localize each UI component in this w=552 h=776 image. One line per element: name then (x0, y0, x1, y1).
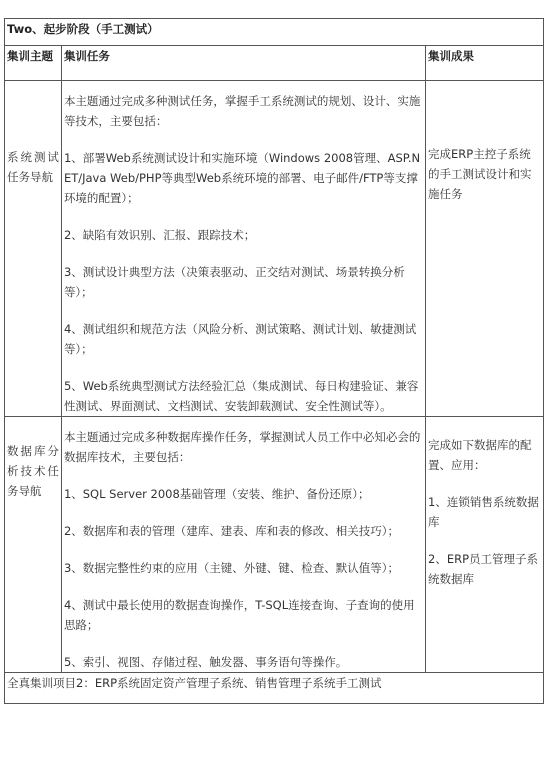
outcome-item: 完成ERP主控子系统的手工测试设计和实施任务 (428, 147, 532, 201)
task-item: 2、缺陷有效识别、汇报、跟踪技术； (63, 228, 256, 242)
task-intro: 本主题通过完成多种数据库操作任务，掌握测试人员工作中必知必会的数据库技术，主要包括： (63, 430, 421, 464)
row-tasks-database (61, 417, 425, 673)
task-item: 3、测试设计典型方法（决策表驱动、正交结对测试、场景转换分析等）； (63, 265, 405, 299)
footer-row (5, 673, 544, 704)
outcome-item: 1、连锁销售系统数据库 (428, 495, 539, 529)
header-topic: 集训主题 (5, 46, 62, 81)
task-item: 1、部署Web系统测试设计和实施环境（Windows 2008管理、ASP.NET/Java Web/PHP等典型Web系统环境的部署、电子邮件/FTP等支撑环境的配置）； (63, 151, 421, 205)
task-item: 4、测试中最长使用的数据查询操作，T-SQL连接查询、子查询的使用思路； (63, 598, 415, 632)
header-task: 集训任务 (61, 46, 425, 81)
task-item: 1、SQL Server 2008基础管理（安装、维护、备份还原）； (63, 487, 370, 501)
section-title: Two、起步阶段（手工测试） (5, 19, 544, 46)
header-row (5, 46, 544, 81)
table-row (5, 81, 544, 417)
task-item: 5、Web系统典型测试方法经验汇总（集成测试、每日构建验证、兼容性测试、界面测试、文档测试、安装卸载测试、安全性测试等）。 (63, 379, 419, 413)
outcome-item: 完成如下数据库的配置、应用： (428, 438, 532, 472)
section-title-row (5, 19, 544, 46)
header-outcome: 集训成果 (426, 46, 544, 81)
task-item: 5、索引、视图、存储过程、触发器、事务语句等操作。 (63, 655, 348, 669)
project-footer: 全真集训项目2：ERP系统固定资产管理子系统、销售管理子系统手工测试 (5, 673, 544, 704)
task-intro: 本主题通过完成多种测试任务，掌握手工系统测试的规划、设计、实施等技术，主要包括： (63, 94, 421, 128)
row-outcome-database (426, 417, 544, 673)
task-item: 2、数据库和表的管理（建库、建表、库和表的修改、相关技巧）； (63, 524, 400, 538)
row-topic-system-testing: 系统测试任务导航 (5, 81, 62, 417)
training-plan-table (4, 18, 544, 704)
outcome-item: 2、ERP员工管理子系统数据库 (428, 552, 539, 586)
row-topic-database: 数据库分析技术任务导航 (5, 417, 62, 673)
row-outcome-system-testing (426, 81, 544, 417)
task-item: 4、测试组织和规范方法（风险分析、测试策略、测试计划、敏捷测试等）； (63, 322, 417, 356)
table-row (5, 417, 544, 673)
row-tasks-system-testing (61, 81, 425, 417)
task-item: 3、数据完整性约束的应用（主键、外键、键、检查、默认值等）； (63, 561, 400, 575)
